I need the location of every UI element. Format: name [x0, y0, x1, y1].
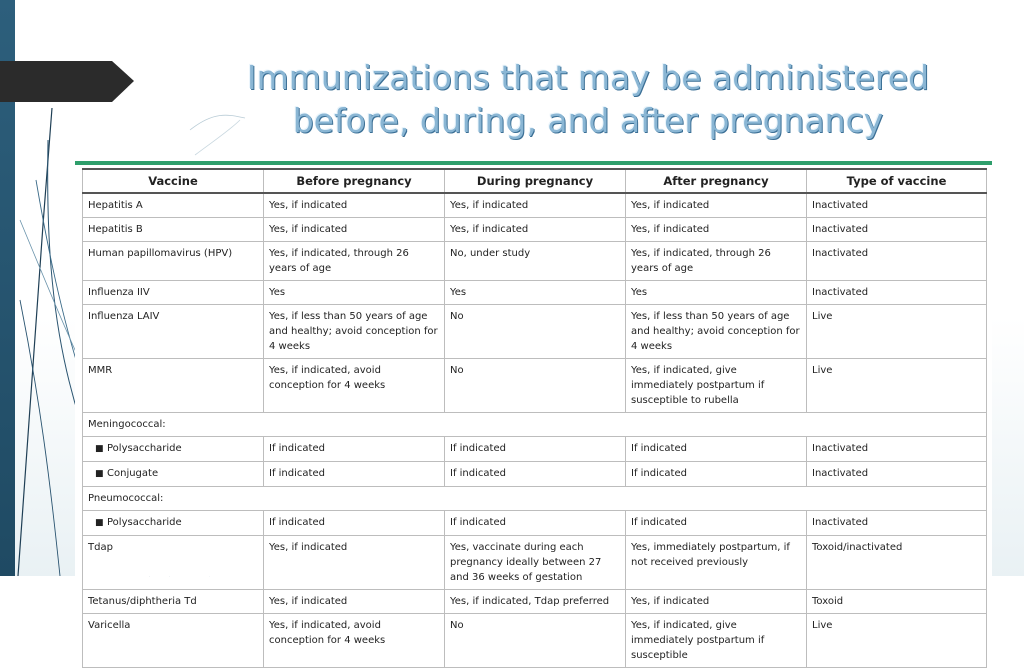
cell-before: Yes, if indicated, avoid conception for 4 weeks: [264, 359, 445, 413]
cell-during: No: [445, 614, 626, 668]
table-row: [83, 590, 987, 614]
cell-after: Yes, if indicated: [626, 218, 807, 242]
header-vaccine: Vaccine: [83, 169, 264, 193]
group-label-pneumococcal: Pneumococcal:: [83, 487, 987, 511]
table-row: [83, 218, 987, 242]
cell-vaccine: [83, 462, 264, 487]
cell-type: Inactivated: [807, 218, 987, 242]
cell-during: No: [445, 359, 626, 413]
cell-after: Yes: [626, 281, 807, 305]
title-arrow-shape: [0, 61, 134, 102]
table-row: [83, 536, 987, 590]
cell-during: No, under study: [445, 242, 626, 281]
cell-before: Yes, if less than 50 years of age and healthy; avoid conception for 4 weeks: [264, 305, 445, 359]
cell-type: Toxoid/inactivated: [807, 536, 987, 590]
cell-vaccine-label: Polysaccharide: [107, 517, 182, 528]
cell-vaccine: Hepatitis A: [83, 193, 264, 218]
title-line-1: Immunizations that may be administered: [246, 58, 930, 97]
cell-vaccine: MMR: [83, 359, 264, 413]
table-row: [83, 462, 987, 487]
table-row: [83, 281, 987, 305]
cell-after: If indicated: [626, 462, 807, 487]
cell-vaccine: Influenza IIV: [83, 281, 264, 305]
cell-vaccine: Tdap: [83, 536, 264, 590]
cell-vaccine: Human papillomavirus (HPV): [83, 242, 264, 281]
table-row: [83, 305, 987, 359]
cell-vaccine: Varicella: [83, 614, 264, 668]
cell-during: No: [445, 305, 626, 359]
cell-before: Yes, if indicated: [264, 590, 445, 614]
header-after-pregnancy: After pregnancy: [626, 169, 807, 193]
table-header-row: [83, 169, 987, 193]
cell-during: Yes, if indicated: [445, 218, 626, 242]
cell-after: Yes, if indicated: [626, 193, 807, 218]
cell-after: Yes, if indicated: [626, 590, 807, 614]
cell-after: Yes, immediately postpartum, if not received previously: [626, 536, 807, 590]
cell-before: Yes, if indicated: [264, 536, 445, 590]
cell-during: If indicated: [445, 437, 626, 462]
table-row: [83, 242, 987, 281]
bullet-icon: ■: [95, 518, 104, 528]
cell-before: If indicated: [264, 462, 445, 487]
table-row: [83, 193, 987, 218]
cell-type: Inactivated: [807, 462, 987, 487]
cell-after: If indicated: [626, 511, 807, 536]
table-row: [83, 511, 987, 536]
title-line-2: before, during, and after pregnancy: [292, 101, 884, 140]
cell-after: Yes, if indicated, give immediately postpartum if susceptible: [626, 614, 807, 668]
cell-during: Yes, if indicated: [445, 193, 626, 218]
group-label-meningococcal: Meningococcal:: [83, 413, 987, 437]
cell-type: Inactivated: [807, 511, 987, 536]
cell-vaccine: Influenza LAIV: [83, 305, 264, 359]
cell-vaccine: [83, 511, 264, 536]
header-before-pregnancy: Before pregnancy: [264, 169, 445, 193]
cell-type: Inactivated: [807, 193, 987, 218]
immunization-table: [82, 168, 987, 668]
cell-type: Inactivated: [807, 242, 987, 281]
table-group-row: [83, 487, 987, 511]
bullet-icon: ■: [95, 444, 104, 454]
cell-before: Yes, if indicated, avoid conception for 4 weeks: [264, 614, 445, 668]
cell-before: Yes, if indicated: [264, 193, 445, 218]
cell-after: Yes, if indicated, through 26 years of age: [626, 242, 807, 281]
cell-after: If indicated: [626, 437, 807, 462]
cell-type: Live: [807, 359, 987, 413]
cell-type: Inactivated: [807, 437, 987, 462]
table-group-row: [83, 413, 987, 437]
cell-vaccine-label: Polysaccharide: [107, 443, 182, 454]
cell-during: If indicated: [445, 511, 626, 536]
cell-type: Live: [807, 614, 987, 668]
cell-vaccine: [83, 437, 264, 462]
header-during-pregnancy: During pregnancy: [445, 169, 626, 193]
cell-after: Yes, if indicated, give immediately postpartum if susceptible to rubella: [626, 359, 807, 413]
cell-before: Yes: [264, 281, 445, 305]
cell-vaccine: Hepatitis B: [83, 218, 264, 242]
slide-title: [200, 56, 976, 142]
bullet-icon: ■: [95, 469, 104, 479]
cell-during: Yes, if indicated, Tdap preferred: [445, 590, 626, 614]
cell-type: Toxoid: [807, 590, 987, 614]
header-type-of-vaccine: Type of vaccine: [807, 169, 987, 193]
cell-during: Yes, vaccinate during each pregnancy ideally between 27 and 36 weeks of gestation: [445, 536, 626, 590]
cell-during: If indicated: [445, 462, 626, 487]
table-row: [83, 437, 987, 462]
table-container: [75, 161, 992, 661]
cell-type: Live: [807, 305, 987, 359]
cell-before: Yes, if indicated: [264, 218, 445, 242]
cell-before: Yes, if indicated, through 26 years of age: [264, 242, 445, 281]
cell-before: If indicated: [264, 437, 445, 462]
cell-vaccine-label: Conjugate: [107, 468, 159, 479]
table-row: [83, 359, 987, 413]
table-row: [83, 614, 987, 668]
cell-vaccine: Tetanus/diphtheria Td: [83, 590, 264, 614]
cell-type: Inactivated: [807, 281, 987, 305]
cell-after: Yes, if less than 50 years of age and healthy; avoid conception for 4 weeks: [626, 305, 807, 359]
cell-during: Yes: [445, 281, 626, 305]
cell-before: If indicated: [264, 511, 445, 536]
